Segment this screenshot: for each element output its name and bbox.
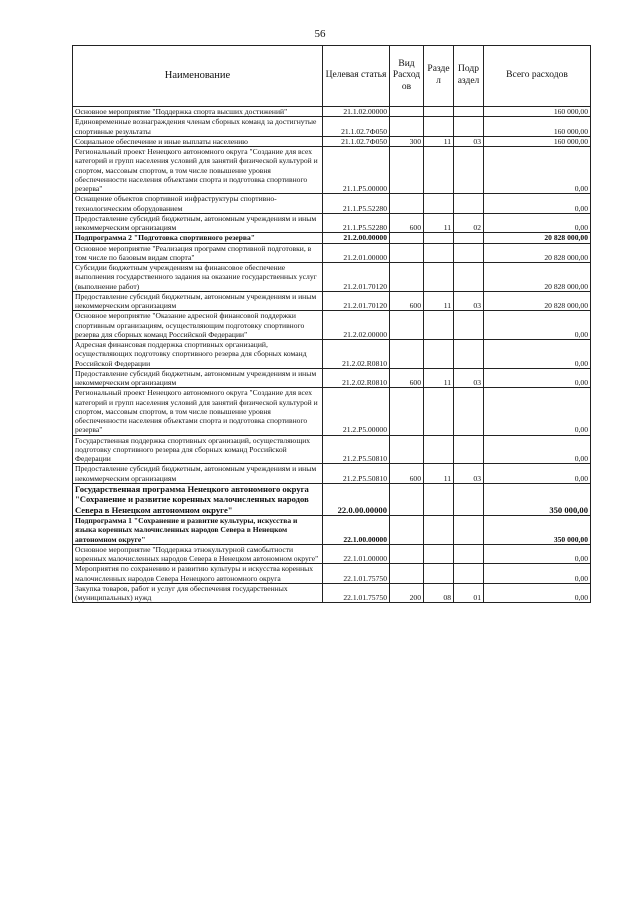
table-body	[73, 107, 591, 603]
cell-name: Оснащение объектов спортивной инфраструктуры спортивно-технологическим оборудованием	[73, 194, 323, 214]
cell-code: 21.1.02.00000	[323, 107, 390, 117]
cell-name: Основное мероприятие "Поддержка этнокультурной самобытности коренных малочисленных народов Севера в Ненецком автономном округе"	[73, 544, 323, 564]
cell-name: Предоставление субсидий бюджетным, автономным учреждениям и иным некоммерческим организациям	[73, 464, 323, 484]
table-row	[73, 464, 591, 484]
cell-podrazdel	[454, 194, 484, 214]
cell-vid	[390, 435, 424, 464]
cell-razdel	[424, 516, 454, 545]
cell-razdel	[424, 194, 454, 214]
cell-total: 0,00	[484, 368, 591, 388]
cell-vid: 600	[390, 464, 424, 484]
cell-razdel	[424, 564, 454, 584]
cell-name: Социальное обеспечение и иные выплаты населению	[73, 136, 323, 146]
cell-razdel: 11	[424, 291, 454, 311]
cell-code: 21.2.02.00000	[323, 311, 390, 340]
cell-code: 21.1.P5.52280	[323, 213, 390, 233]
cell-razdel	[424, 107, 454, 117]
cell-code: 22.0.00.00000	[323, 483, 390, 515]
cell-total: 20 828 000,00	[484, 233, 591, 243]
cell-total: 0,00	[484, 147, 591, 194]
cell-podrazdel	[454, 564, 484, 584]
table-row	[73, 117, 591, 137]
cell-name: Адресная финансовая поддержка спортивных организаций, осуществляющих подготовку спортивного резерва для сборных команд Российской Федерации	[73, 340, 323, 369]
cell-name: Подпрограмма 2 "Подготовка спортивного резерва"	[73, 233, 323, 243]
cell-razdel: 11	[424, 368, 454, 388]
cell-vid	[390, 516, 424, 545]
cell-podrazdel	[454, 435, 484, 464]
cell-total: 0,00	[484, 435, 591, 464]
cell-total: 160 000,00	[484, 107, 591, 117]
cell-podrazdel: 03	[454, 464, 484, 484]
cell-total: 0,00	[484, 388, 591, 435]
cell-total: 0,00	[484, 213, 591, 233]
cell-name: Государственная поддержка спортивных организаций, осуществляющих подготовку спортивного резерва для сборных команд Российской Федерации	[73, 435, 323, 464]
cell-razdel	[424, 544, 454, 564]
cell-podrazdel	[454, 544, 484, 564]
cell-total: 160 000,00	[484, 136, 591, 146]
cell-vid	[390, 233, 424, 243]
cell-name: Предоставление субсидий бюджетным, автономным учреждениям и иным некоммерческим организациям	[73, 213, 323, 233]
cell-razdel	[424, 483, 454, 515]
cell-razdel: 11	[424, 464, 454, 484]
cell-podrazdel: 03	[454, 136, 484, 146]
cell-code: 21.2.00.00000	[323, 233, 390, 243]
table-row	[73, 291, 591, 311]
table-row	[73, 243, 591, 263]
cell-razdel	[424, 147, 454, 194]
cell-razdel	[424, 263, 454, 292]
cell-code: 21.2.P5.50810	[323, 435, 390, 464]
table-row	[73, 564, 591, 584]
cell-total: 20 828 000,00	[484, 243, 591, 263]
cell-vid: 600	[390, 368, 424, 388]
cell-podrazdel	[454, 117, 484, 137]
cell-vid	[390, 243, 424, 263]
header-name: Наименование	[73, 46, 323, 107]
cell-code: 21.2.P5.00000	[323, 388, 390, 435]
cell-code: 21.2.01.00000	[323, 243, 390, 263]
cell-name: Государственная программа Ненецкого автономного округа "Сохранение и развитие коренных малочисленных народов Севера в Ненецком автономном округе"	[73, 483, 323, 515]
cell-vid	[390, 564, 424, 584]
cell-podrazdel	[454, 483, 484, 515]
cell-razdel: 11	[424, 213, 454, 233]
cell-vid: 300	[390, 136, 424, 146]
page-number: 56	[314, 28, 326, 40]
cell-name: Основное мероприятие "Оказание адресной финансовой поддержки спортивным организациям, осуществляющим подготовку спортивного резерва для сборных команд Российской Федерации"	[73, 311, 323, 340]
cell-podrazdel: 01	[454, 583, 484, 603]
cell-podrazdel: 03	[454, 291, 484, 311]
table-row	[73, 583, 591, 603]
table-row	[73, 340, 591, 369]
header-vid: Вид Расход ов	[390, 46, 424, 107]
cell-code: 22.1.01.75750	[323, 564, 390, 584]
cell-podrazdel	[454, 243, 484, 263]
budget-table	[72, 45, 591, 603]
cell-name: Предоставление субсидий бюджетным, автономным учреждениям и иным некоммерческим организациям	[73, 291, 323, 311]
cell-total: 0,00	[484, 564, 591, 584]
cell-code: 21.2.01.70120	[323, 291, 390, 311]
cell-total: 0,00	[484, 311, 591, 340]
cell-name: Предоставление субсидий бюджетным, автономным учреждениям и иным некоммерческим организациям	[73, 368, 323, 388]
cell-total: 350 000,00	[484, 483, 591, 515]
header-total: Всего расходов	[484, 46, 591, 107]
cell-razdel	[424, 243, 454, 263]
cell-total: 0,00	[484, 464, 591, 484]
cell-name: Субсидии бюджетным учреждениям на финансовое обеспечение выполнения государственного задания на оказание государственных услуг (выполнение работ)	[73, 263, 323, 292]
cell-name: Региональный проект Ненецкого автономного округа "Создание для всех категорий и групп населения условий для занятий физической культурой и спортом, массовым спортом, в том числе повышение уровня обеспеченности населения объектами спорта и подготовка спортивного резерва"	[73, 147, 323, 194]
table-row	[73, 194, 591, 214]
cell-razdel	[424, 435, 454, 464]
cell-razdel	[424, 340, 454, 369]
cell-podrazdel	[454, 147, 484, 194]
header-podrazdel: Подр аздел	[454, 46, 484, 107]
cell-total: 160 000,00	[484, 117, 591, 137]
cell-code: 21.1.P5.52280	[323, 194, 390, 214]
cell-podrazdel	[454, 263, 484, 292]
cell-podrazdel	[454, 388, 484, 435]
cell-podrazdel	[454, 340, 484, 369]
table-row	[73, 544, 591, 564]
cell-vid	[390, 340, 424, 369]
cell-vid	[390, 388, 424, 435]
cell-vid: 600	[390, 213, 424, 233]
cell-podrazdel	[454, 107, 484, 117]
cell-total: 0,00	[484, 194, 591, 214]
cell-razdel: 08	[424, 583, 454, 603]
table-row	[73, 147, 591, 194]
cell-code: 21.2.02.R0810	[323, 340, 390, 369]
cell-code: 21.1.02.7Ф050	[323, 117, 390, 137]
table-row	[73, 136, 591, 146]
cell-podrazdel	[454, 311, 484, 340]
cell-code: 22.1.00.00000	[323, 516, 390, 545]
table-row	[73, 263, 591, 292]
cell-code: 22.1.01.00000	[323, 544, 390, 564]
table-row	[73, 388, 591, 435]
cell-vid	[390, 483, 424, 515]
cell-name: Подпрограмма 1 "Сохранение и развитие культуры, искусства и языка коренных малочисленных народов Севера в Ненецком автономном округе"	[73, 516, 323, 545]
cell-total: 350 000,00	[484, 516, 591, 545]
cell-podrazdel: 02	[454, 213, 484, 233]
cell-name: Единовременные вознаграждения членам сборных команд за достигнутые спортивные результаты	[73, 117, 323, 137]
cell-razdel	[424, 233, 454, 243]
cell-code: 21.1.02.7Ф050	[323, 136, 390, 146]
table-header-row	[73, 46, 591, 107]
cell-code: 21.2.01.70120	[323, 263, 390, 292]
cell-razdel	[424, 388, 454, 435]
cell-vid: 600	[390, 291, 424, 311]
cell-vid	[390, 117, 424, 137]
cell-total: 0,00	[484, 583, 591, 603]
cell-name: Мероприятия по сохранению и развитию культуры и искусства коренных малочисленных народов Севера Ненецкого автономного округа	[73, 564, 323, 584]
cell-vid	[390, 147, 424, 194]
header-razdel: Разде л	[424, 46, 454, 107]
cell-code: 21.1.P5.00000	[323, 147, 390, 194]
cell-razdel: 11	[424, 136, 454, 146]
cell-code: 21.2.P5.50810	[323, 464, 390, 484]
cell-total: 0,00	[484, 544, 591, 564]
cell-vid	[390, 263, 424, 292]
table-row	[73, 311, 591, 340]
cell-podrazdel	[454, 516, 484, 545]
table-row	[73, 368, 591, 388]
cell-total: 20 828 000,00	[484, 291, 591, 311]
table-row	[73, 233, 591, 243]
cell-vid	[390, 544, 424, 564]
cell-name: Основное мероприятие "Реализация программ спортивной подготовки, в том числе по базовым видам спорта"	[73, 243, 323, 263]
cell-total: 20 828 000,00	[484, 263, 591, 292]
cell-vid	[390, 107, 424, 117]
cell-code: 21.2.02.R0810	[323, 368, 390, 388]
cell-code: 22.1.01.75750	[323, 583, 390, 603]
table-row	[73, 516, 591, 545]
cell-name: Региональный проект Ненецкого автономного округа "Создание для всех категорий и групп населения условий для занятий физической культурой и спортом, массовым спортом, в том числе повышение уровня обеспеченности населения объектами спорта и подготовка спортивного резерва"	[73, 388, 323, 435]
cell-vid: 200	[390, 583, 424, 603]
table-row	[73, 107, 591, 117]
table-row	[73, 213, 591, 233]
cell-razdel	[424, 117, 454, 137]
cell-name: Основное мероприятие "Поддержка спорта высших достижений"	[73, 107, 323, 117]
table-row	[73, 483, 591, 515]
cell-total: 0,00	[484, 340, 591, 369]
cell-name: Закупка товаров, работ и услуг для обеспечения государственных (муниципальных) нужд	[73, 583, 323, 603]
cell-podrazdel: 03	[454, 368, 484, 388]
cell-razdel	[424, 311, 454, 340]
cell-vid	[390, 194, 424, 214]
header-code: Целевая статья	[323, 46, 390, 107]
table-row	[73, 435, 591, 464]
cell-vid	[390, 311, 424, 340]
cell-podrazdel	[454, 233, 484, 243]
